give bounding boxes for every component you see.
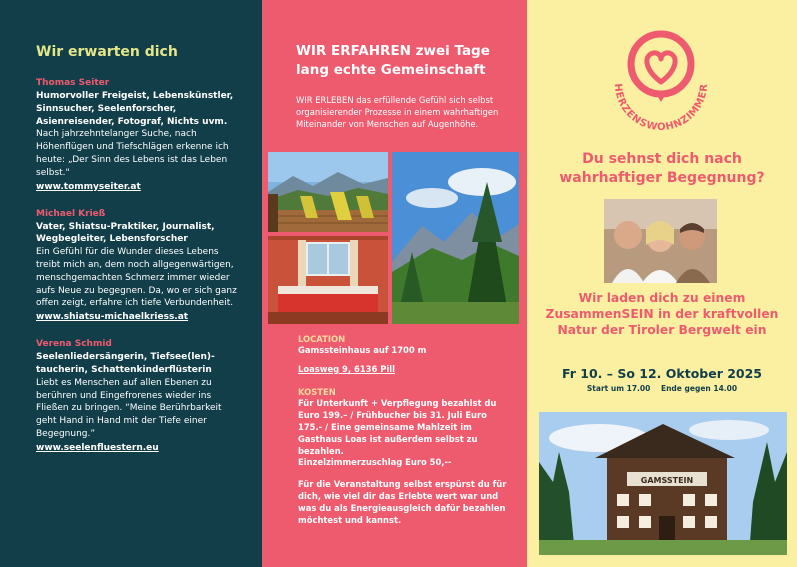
middle-heading: WIR ERFAHREN zwei Tage lang echte Gemeinschaft <box>296 43 490 78</box>
start-time: Start um 17.00 <box>586 384 651 393</box>
costs-text: Für Unterkunft + Verpflegung bezahlst du Euro 199.– / Frühbucher bis 31. Juli Euro 175.- / Eine gemeinsame Mahlzeit im Gasthaus Loas ist außerdem selbst zu bezahlen. <box>298 397 497 456</box>
house-photo <box>539 412 787 555</box>
house-sign-text: GAMSSTEIN <box>640 476 694 485</box>
team-photo <box>604 199 717 283</box>
bedroom-photo <box>268 236 388 324</box>
event-times <box>535 384 789 393</box>
costs-label: KOSTEN <box>298 386 336 397</box>
herzenswohnzimmer-logo <box>601 26 721 144</box>
intro-text: WIR ERLEBEN das erfüllende Gefühl sich selbst organisierender Prozesse in einem wahrhaftigen Miteinander von Menschen auf Augenhöhe. <box>296 95 499 129</box>
person-roles: Humorvoller Freigeist, Lebenskünstler, Sinnsucher, Seelenforscher, Asienreisender, Fotograf, Nichts uvm. <box>36 91 234 127</box>
person-roles: Vater, Shiatsu-Praktiker, Journalist, Wegbegleiter, Lebensforscher <box>36 221 215 245</box>
person-website-link[interactable]: www.tommyseiter.at <box>36 181 141 192</box>
person-name: Verena Schmid <box>36 339 112 350</box>
info-block <box>298 333 510 527</box>
location-address-link[interactable]: Loasweg 9, 6136 Pill <box>298 363 395 374</box>
location-label: LOCATION <box>298 334 346 344</box>
left-heading: Wir erwarten dich <box>36 44 178 60</box>
person-website-link[interactable]: www.seelenfluestern.eu <box>36 442 159 453</box>
person-verena <box>36 338 240 455</box>
person-description: Ein Gefühl für die Wunder dieses Lebens treibt mich an, dem noch allgegenwärtigen, menschgemachten Schmerz immer wieder aufs Neue zu begegnen. Da, wo er sich ganz offen zeigt, erfahre ich tiefe Verbundenheit. <box>36 247 237 309</box>
single-room-surcharge: Einzelzimmerzuschlag Euro 50,-- <box>298 457 452 468</box>
person-roles: Seelenliedersängerin, Tiefsee(len)-taucherin, Schattenkinderflüsterin <box>36 352 215 375</box>
person-michael <box>36 208 240 325</box>
middle-panel <box>262 0 527 567</box>
person-description: Nach jahrzehntelanger Suche, nach Höhenflügen und Tiefschlägen erkenne ich heute: „Der Sinn des Lebens ist das Leben selbst." <box>36 129 229 178</box>
right-panel <box>527 0 797 567</box>
mountain-photo <box>392 152 519 324</box>
logo-text: HERZENSWOHNZIMMER <box>611 83 711 134</box>
person-description: Liebt es Menschen auf allen Ebenen zu berühren und Eingefrorenes wieder ins Fließen zu bringen. “Meine Berührbarkeit geht Hand in Hand mit der Tiefe einer Begegnung.” <box>36 377 222 439</box>
end-time: Ende gegen 14.00 <box>660 384 738 393</box>
invitation-text: Wir laden dich zu einem ZusammenSEIN in der kraftvollen Natur der Tiroler Bergwelt ein <box>545 291 779 338</box>
event-fee-text: Für die Veranstaltung selbst erspürst du für dich, wie viel dir das Erlebte wert war und was du als Energieausgleich dafür bezahlen möchtest und kannst. <box>298 479 507 526</box>
person-website-link[interactable]: www.shiatsu-michaelkriess.at <box>36 312 189 323</box>
person-name: Thomas Seiter <box>36 78 110 88</box>
tagline-question: Du sehnst dich nach wahrhaftiger Begegnung? <box>559 151 765 186</box>
left-panel <box>0 0 262 567</box>
person-name: Michael Krieß <box>36 208 106 219</box>
person-thomas <box>36 77 240 194</box>
location-name: Gamssteinhaus auf 1700 m <box>298 345 427 355</box>
terrace-photo <box>268 152 388 232</box>
event-date: Fr 10. – So 12. Oktober 2025 <box>561 366 763 381</box>
